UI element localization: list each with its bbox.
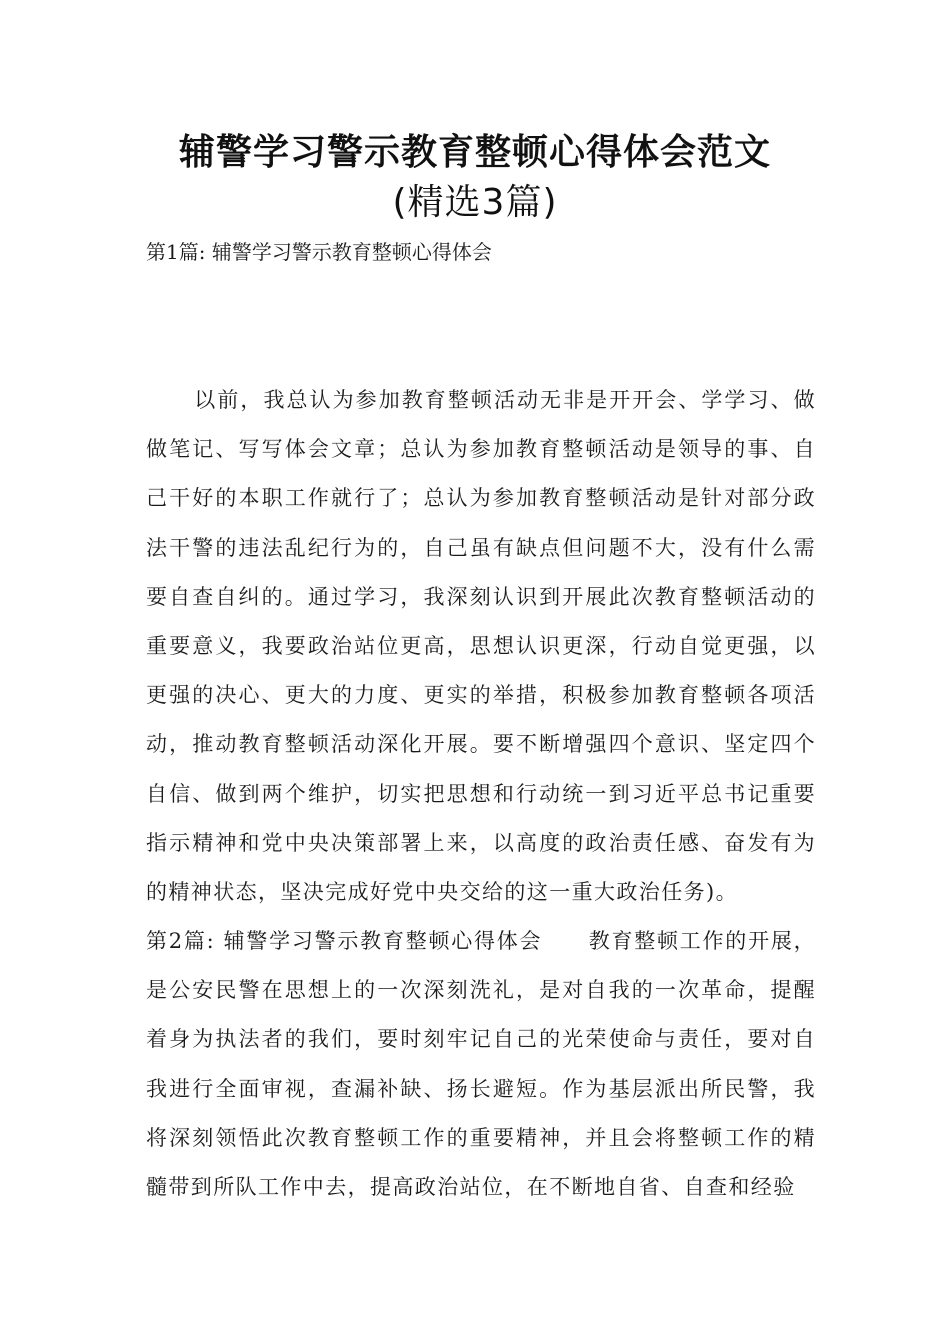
section-2-paragraph [146,917,816,1212]
section-1-heading: 第1篇: 辅警学习警示教育整顿心得体会 [146,240,492,264]
document-title: 辅警学习警示教育整顿心得体会范文 [178,132,771,173]
section-2-body: 教育整顿工作的开展，是公安民警在思想上的一次深刻洗礼，是对自我的一次革命，提醒着身为执法者的我们，要时刻牢记自己的光荣使命与责任，要对自我进行全面审视，查漏补缺、扬长避短。作为基层派出所民警，我将深刻领悟此次教育整顿工作的重要精神，并且会将整顿工作的精髓带到所队工作中去，提高政治站位，在不断地自省、自查和经验 [146,929,816,1200]
section-1-body: 以前，我总认为参加教育整顿活动无非是开开会、学学习、做做笔记、写写体会文章；总认为参加教育整顿活动是领导的事、自己干好的本职工作就行了；总认为参加教育整顿活动是针对部分政法干警的违法乱纪行为的，自己虽有缺点但问题不大，没有什么需要自查自纠的。通过学习，我深刻认识到开展此次教育整顿活动的重要意义，我要政治站位更高，思想认识更深，行动自觉更强，以更强的决心、更大的力度、更实的举措，积极参加教育整顿各项活动，推动教育整顿活动深化开展。要不断增强四个意识、坚定四个自信、做到两个维护，切实把思想和行动统一到习近平总书记重要指示精神和党中央决策部署上来，以高度的政治责任感、奋发有为的精神状态，坚决完成好党中央交给的这一重大政治任务)。 [146,388,816,905]
section-2-heading: 第2篇: 辅警学习警示教育整顿心得体会 [146,929,543,953]
document-subtitle: (精选3篇) [392,182,558,223]
